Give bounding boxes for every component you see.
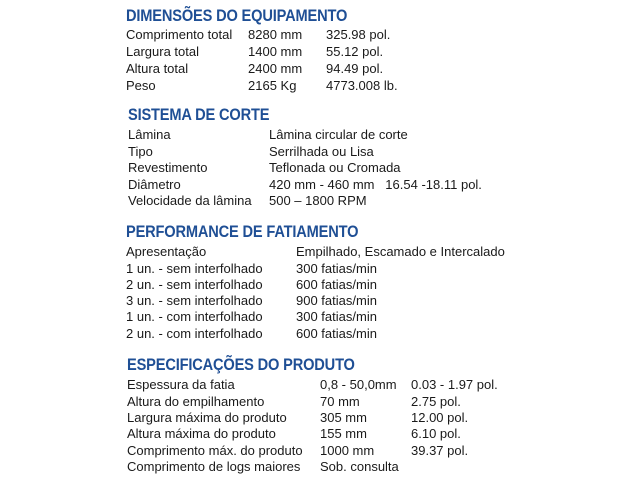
spec-value-metric: 2400 mm	[248, 61, 303, 76]
spec-row	[0, 409, 640, 426]
spec-label: Tipo	[128, 144, 153, 159]
spec-label: 1 un. - sem interfolhado	[126, 261, 263, 276]
spec-value: Lâmina circular de corte	[269, 127, 408, 142]
spec-label: Revestimento	[128, 160, 208, 175]
spec-label: Largura máxima do produto	[127, 410, 287, 425]
spec-label: Altura total	[126, 61, 189, 76]
section-title: DIMENSÕES DO EQUIPAMENTO	[126, 6, 348, 25]
section-title: SISTEMA DE CORTE	[128, 105, 270, 124]
spec-label: 1 un. - com interfolhado	[126, 309, 263, 324]
spec-value: 500 – 1800 RPM	[269, 193, 367, 208]
spec-value: 600 fatias/min	[296, 277, 377, 292]
spec-value: Sob. consulta	[320, 459, 399, 474]
spec-row	[0, 260, 640, 277]
spec-value-metric: 8280 mm	[248, 27, 303, 42]
spec-value: 300 fatias/min	[296, 309, 377, 324]
spec-label: Velocidade da lâmina	[128, 193, 252, 208]
spec-label: Peso	[126, 78, 156, 93]
spec-label: Comprimento de logs maiores	[127, 459, 301, 474]
spec-value-metric: 1400 mm	[248, 44, 303, 59]
spec-row	[0, 43, 640, 60]
spec-row	[0, 308, 640, 325]
spec-label: Largura total	[126, 44, 199, 59]
spec-value: Serrilhada ou Lisa	[269, 144, 374, 159]
spec-value: 600 fatias/min	[296, 326, 377, 341]
spec-row	[0, 126, 640, 143]
spec-value-imperial: 55.12 pol.	[326, 44, 384, 59]
spec-value-imperial: 4773.008 lb.	[326, 78, 398, 93]
spec-row	[0, 176, 640, 193]
spec-row	[0, 393, 640, 410]
section-title: ESPECIFICAÇÕES DO PRODUTO	[127, 355, 355, 374]
spec-value-imperial: 2.75 pol.	[411, 394, 461, 409]
spec-value: 300 fatias/min	[296, 261, 377, 276]
spec-row	[0, 276, 640, 293]
spec-value-imperial: 94.49 pol.	[326, 61, 384, 76]
spec-value: Teflonada ou Cromada	[269, 160, 401, 175]
spec-row	[0, 60, 640, 77]
spec-label: 2 un. - sem interfolhado	[126, 277, 263, 292]
spec-label: Espessura da fatia	[127, 377, 235, 392]
spec-value: Empilhado, Escamado e Intercalado	[296, 244, 505, 259]
spec-value-metric: 2165 Kg	[248, 78, 297, 93]
spec-value-metric: 1000 mm	[320, 443, 375, 458]
spec-label: 3 un. - sem interfolhado	[126, 293, 263, 308]
spec-value-imperial: 0.03 - 1.97 pol.	[411, 377, 498, 392]
spec-row	[0, 376, 640, 393]
spec-label: Comprimento total	[126, 27, 233, 42]
spec-label: Altura máxima do produto	[127, 426, 276, 441]
spec-value-imperial: 39.37 pol.	[411, 443, 469, 458]
spec-value-metric: 0,8 - 50,0mm	[320, 377, 397, 392]
spec-row	[0, 325, 640, 342]
spec-value-imperial: 12.00 pol.	[411, 410, 469, 425]
spec-label: Diâmetro	[128, 177, 181, 192]
spec-label: 2 un. - com interfolhado	[126, 326, 263, 341]
spec-row	[0, 77, 640, 94]
spec-row	[0, 292, 640, 309]
spec-value: 900 fatias/min	[296, 293, 377, 308]
spec-row	[0, 143, 640, 160]
spec-value-imperial: 325.98 pol.	[326, 27, 391, 42]
section-title: PERFORMANCE DE FATIAMENTO	[126, 222, 359, 241]
spec-label: Lâmina	[128, 127, 171, 142]
spec-label: Comprimento máx. do produto	[127, 443, 303, 458]
spec-value: 420 mm - 460 mm 16.54 -18.11 pol.	[269, 177, 482, 192]
spec-row	[0, 425, 640, 442]
spec-value-metric: 305 mm	[320, 410, 367, 425]
spec-value-imperial: 6.10 pol.	[411, 426, 461, 441]
spec-value-metric: 70 mm	[320, 394, 360, 409]
spec-row	[0, 192, 640, 209]
spec-row	[0, 442, 640, 459]
spec-label: Altura do empilhamento	[127, 394, 265, 409]
spec-row	[0, 243, 640, 260]
spec-row	[0, 159, 640, 176]
spec-row	[0, 26, 640, 43]
spec-label: Apresentação	[126, 244, 207, 259]
spec-value-metric: 155 mm	[320, 426, 367, 441]
spec-row	[0, 458, 640, 475]
